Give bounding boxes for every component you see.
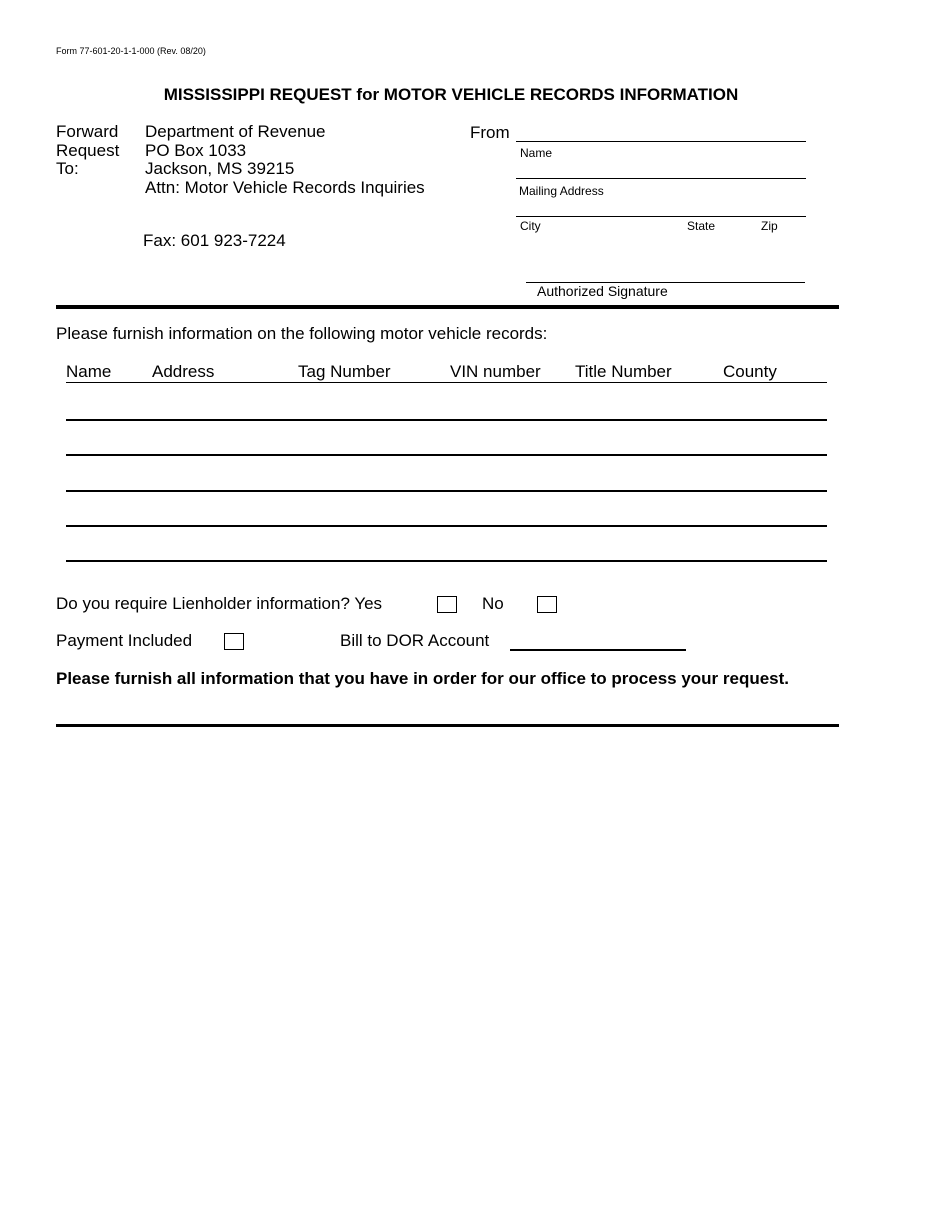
city-state-zip-input[interactable] xyxy=(516,198,808,218)
record-row-input[interactable] xyxy=(66,398,831,420)
column-header-county: County xyxy=(723,362,777,381)
footer-note: Please furnish all information that you have in order for our office to process your request. xyxy=(56,669,790,688)
zip-label: Zip xyxy=(761,219,778,233)
forward-label-line: Request xyxy=(56,140,120,160)
lienholder-no-checkbox[interactable] xyxy=(537,596,557,613)
column-header-address: Address xyxy=(152,362,215,381)
lienholder-question: Do you require Lienholder information? Yes xyxy=(56,594,383,613)
forward-address xyxy=(145,123,425,197)
city-label: City xyxy=(520,219,541,233)
record-row-line xyxy=(66,560,827,562)
payment-included-checkbox[interactable] xyxy=(224,633,244,650)
record-row-input[interactable] xyxy=(66,469,831,491)
column-header-vin-number: VIN number xyxy=(450,362,541,381)
bottom-divider xyxy=(56,724,839,727)
records-instruction: Please furnish information on the following motor vehicle records: xyxy=(56,324,548,343)
city-state-zip-line xyxy=(516,216,806,217)
form-number: Form 77-601-20-1-1-000 (Rev. 08/20) xyxy=(56,46,206,56)
address-line: Jackson, MS 39215 xyxy=(145,159,295,178)
address-line: Attn: Motor Vehicle Records Inquiries xyxy=(145,177,425,197)
table-header-line xyxy=(66,382,827,383)
from-name-line xyxy=(516,141,806,142)
signature-input[interactable] xyxy=(526,264,808,284)
dor-account-input[interactable] xyxy=(510,629,689,650)
column-header-tag-number: Tag Number xyxy=(298,362,391,381)
bill-to-account-label: Bill to DOR Account xyxy=(340,631,490,650)
record-row-line xyxy=(66,419,827,421)
record-row-line xyxy=(66,454,827,456)
forward-label-line: Forward xyxy=(56,122,119,141)
dor-account-line xyxy=(510,649,686,651)
from-label: From xyxy=(470,123,510,142)
state-label: State xyxy=(687,219,716,233)
signature-label: Authorized Signature xyxy=(537,283,668,299)
forward-label xyxy=(56,123,119,179)
column-header-title-number: Title Number xyxy=(575,362,672,381)
address-line: PO Box 1033 xyxy=(145,140,247,160)
forward-label-line: To: xyxy=(56,159,79,178)
lienholder-no-label: No xyxy=(482,594,504,613)
section-divider xyxy=(56,305,839,309)
record-row-line xyxy=(66,490,827,492)
record-row-input[interactable] xyxy=(66,433,831,455)
mailing-address-label: Mailing Address xyxy=(519,184,604,198)
record-row-input[interactable] xyxy=(66,539,831,561)
lienholder-yes-checkbox[interactable] xyxy=(437,596,457,613)
record-row-input[interactable] xyxy=(66,504,831,526)
page-title: MISSISSIPPI REQUEST for MOTOR VEHICLE RECORDS INFORMATION xyxy=(163,85,739,104)
from-name-input[interactable] xyxy=(516,122,808,142)
address-line: Department of Revenue xyxy=(145,122,326,141)
payment-included-label: Payment Included xyxy=(56,631,193,650)
record-row-line xyxy=(66,525,827,527)
name-label: Name xyxy=(520,146,553,160)
column-header-name: Name xyxy=(66,362,112,381)
mailing-address-input[interactable] xyxy=(516,160,808,180)
fax-number: Fax: 601 923-7224 xyxy=(143,231,286,250)
mailing-address-line xyxy=(516,178,806,179)
